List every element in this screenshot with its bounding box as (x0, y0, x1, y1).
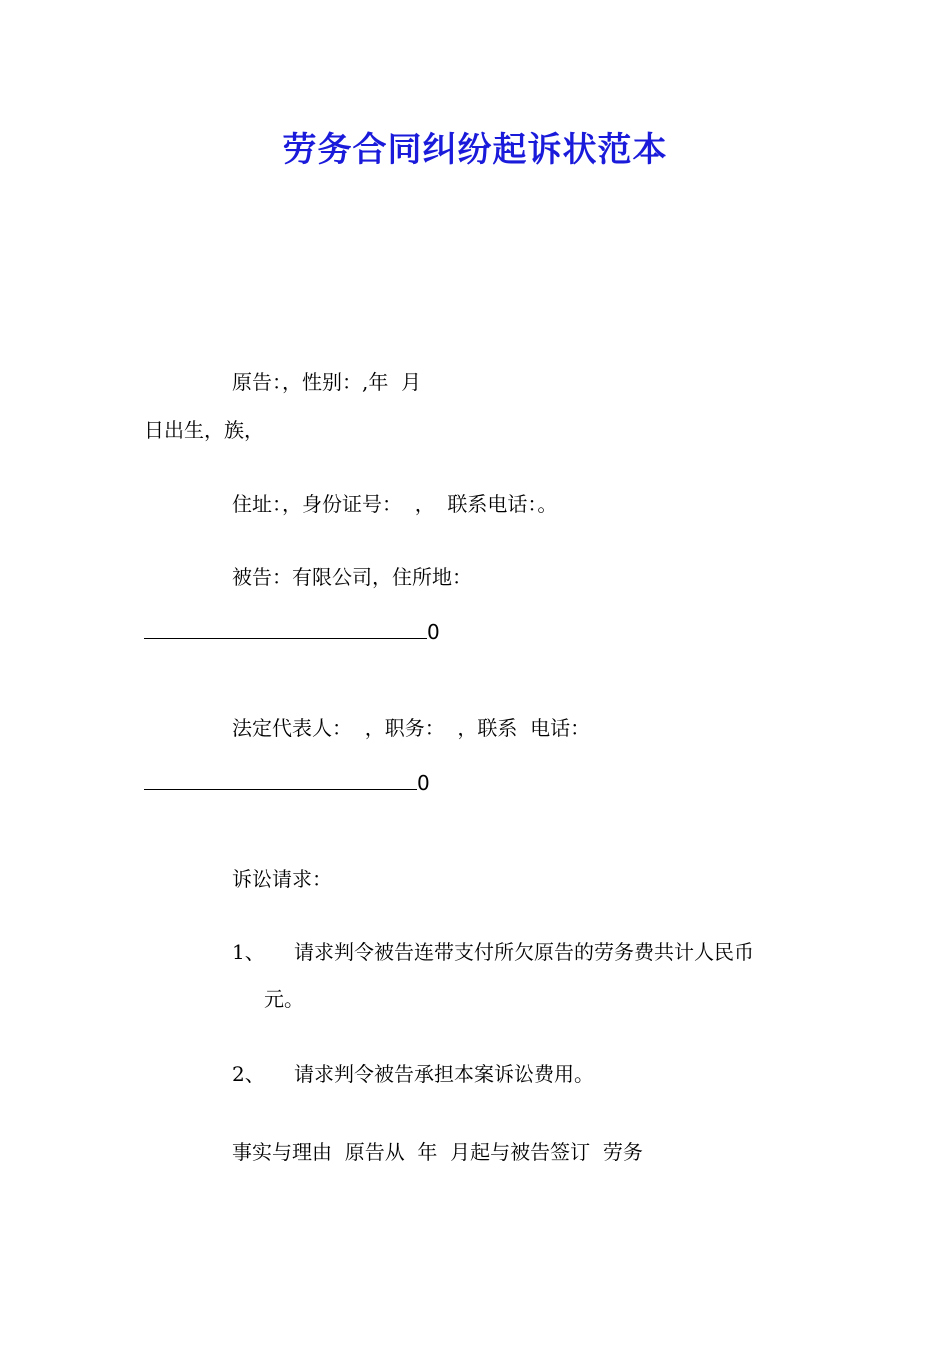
fill-in-underline (144, 767, 417, 790)
claim-number: 1、 (232, 940, 265, 964)
address-line: 住址：，身份证号： ， 联系电话：。 (232, 492, 558, 516)
claim-text: 请求判令被告连带支付所欠原告的劳务费共计人民币 (294, 940, 754, 964)
fill-in-underline (144, 616, 427, 639)
claims-heading: 诉讼请求： (232, 867, 332, 891)
claim-continuation: 元。 (264, 987, 304, 1011)
plaintiff-line: 原告：，性别：,年 月 (232, 370, 422, 394)
claim-text: 请求判令被告承担本案诉讼费用。 (294, 1062, 594, 1086)
legal-rep-phone-blank (144, 767, 430, 797)
defendant-address-blank (144, 616, 440, 646)
legal-rep-line: 法定代表人： ，职务： ，联系 电话： (232, 716, 591, 740)
document-title: 劳务合同纠纷起诉状范本 (282, 130, 668, 170)
defendant-line: 被告：有限公司，住所地： (232, 565, 472, 589)
blank-end-mark: 0 (417, 771, 430, 795)
plaintiff-birth-line: 日出生，族， (144, 418, 264, 442)
blank-end-mark: 0 (427, 620, 440, 644)
claim-number: 2、 (232, 1062, 265, 1086)
facts-and-reasons-line: 事实与理由 原告从 年 月起与被告签订 劳务 (232, 1140, 643, 1164)
